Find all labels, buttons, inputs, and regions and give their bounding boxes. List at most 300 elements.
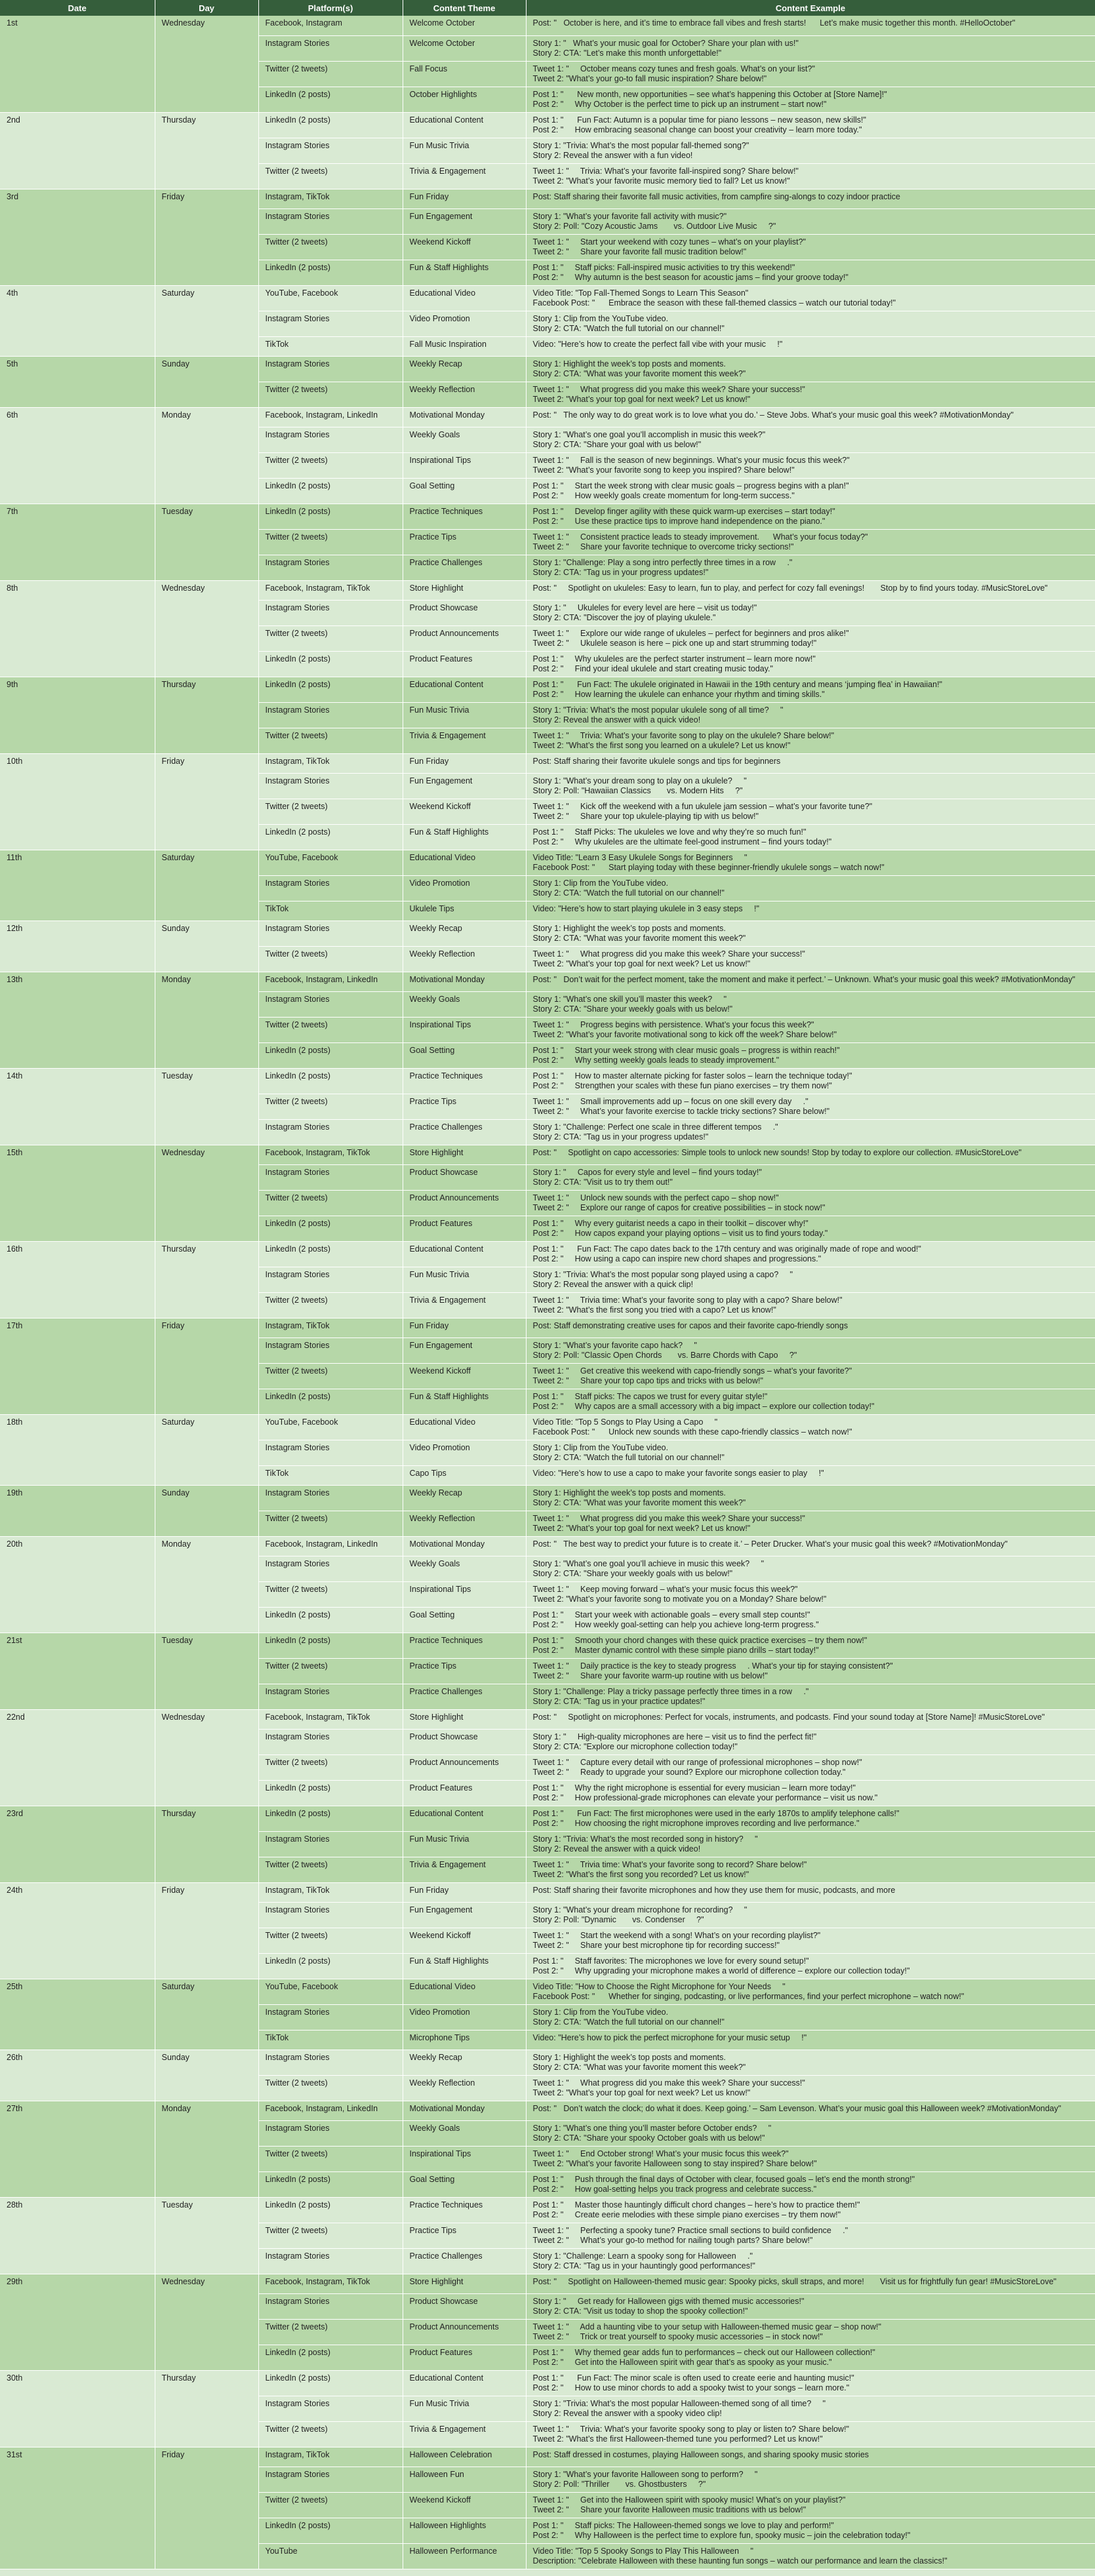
example-cell: Story 1: " Get ready for Halloween gigs with themed music accessories!" Story 2: CTA: "Visit us today to shop the spooky collection!" xyxy=(526,2293,1095,2319)
theme-cell: Trivia & Engagement xyxy=(403,728,526,753)
theme-cell: Product Showcase xyxy=(403,1164,526,1190)
date-cell: 17th xyxy=(0,1318,155,1414)
header-day: Day xyxy=(155,0,258,16)
platform-cell: Twitter (2 tweets) xyxy=(258,2319,403,2345)
example-cell: Post 1: " Why ukuleles are the perfect starter instrument – learn more now!" Post 2: " Find your ideal ukulele and start creating music today." xyxy=(526,651,1095,677)
day-cell: Wednesday xyxy=(155,16,258,112)
example-cell: Story 1: "What’s your favorite capo hack? " Story 2: Poll: "Classic Open Chords vs. Barre Chords with Capo ?" xyxy=(526,1338,1095,1363)
table-row xyxy=(0,2370,1095,2396)
platform-cell: Instagram, TikTok xyxy=(258,2447,403,2467)
platform-cell: Instagram, TikTok xyxy=(258,189,403,208)
theme-cell: Practice Techniques xyxy=(403,504,526,529)
platform-cell: Instagram, TikTok xyxy=(258,753,403,773)
theme-cell: Educational Video xyxy=(403,1979,526,2004)
theme-cell: Product Announcements xyxy=(403,2319,526,2345)
platform-cell: LinkedIn (2 posts) xyxy=(258,1216,403,1241)
theme-cell: Goal Setting xyxy=(403,1042,526,1068)
theme-cell: Halloween Fun xyxy=(403,2467,526,2492)
platform-cell: LinkedIn (2 posts) xyxy=(258,87,403,112)
theme-cell: Store Highlight xyxy=(403,1145,526,1164)
platform-cell: Instagram Stories xyxy=(258,356,403,382)
platform-cell: Instagram Stories xyxy=(258,2467,403,2492)
theme-cell: Practice Challenges xyxy=(403,1684,526,1709)
example-cell: Tweet 1: " Unlock new sounds with the perfect capo – shop now!" Tweet 2: " Explore our range of capos for creative possibilities – in stock now!" xyxy=(526,1190,1095,1216)
example-cell: Post: Staff dressed in costumes, playing Halloween songs, and sharing spooky music stories xyxy=(526,2447,1095,2467)
day-cell: Friday xyxy=(155,189,258,285)
theme-cell: Practice Challenges xyxy=(403,1119,526,1145)
example-cell: Tweet 1: " Keep moving forward – what’s your music focus this week?" Tweet 2: "What’s your favorite song to motivate you on a Monday? Share below!" xyxy=(526,1581,1095,1607)
example-cell: Story 1: Highlight the week’s top posts and moments. Story 2: CTA: "What was your favorite moment this week?" xyxy=(526,1485,1095,1511)
theme-cell: Fun Music Trivia xyxy=(403,2396,526,2421)
example-cell: Tweet 1: " Fall is the season of new beginnings. What’s your music focus this week?" Tweet 2: "What’s your favorite song to keep you inspired? Share below!" xyxy=(526,452,1095,478)
platform-cell: Instagram Stories xyxy=(258,138,403,163)
table-row xyxy=(0,1633,1095,1658)
date-cell: 20th xyxy=(0,1536,155,1633)
example-cell: Post: Staff demonstrating creative uses for capos and their favorite capo-friendly songs xyxy=(526,1318,1095,1338)
table-row xyxy=(0,2050,1095,2075)
theme-cell: Trivia & Engagement xyxy=(403,1292,526,1318)
example-cell: Story 1: "What’s one thing you’ll master before October ends? " Story 2: CTA: "Share your spooky October goals with us below!" xyxy=(526,2120,1095,2146)
example-cell: Tweet 1: " Capture every detail with our range of professional microphones – shop now!" Tweet 2: " Ready to upgrade your sound? Explore our microphone collection today." xyxy=(526,1754,1095,1780)
example-cell: Video Title: "Top 5 Songs to Play Using a Capo " Facebook Post: " Unlock new sounds with these capo-friendly classics – watch now!" xyxy=(526,1414,1095,1440)
day-cell: Friday xyxy=(155,1882,258,1979)
theme-cell: Video Promotion xyxy=(403,875,526,901)
example-cell: Tweet 1: " What progress did you make this week? Share your success!" Tweet 2: "What’s your top goal for next week? Let us know!" xyxy=(526,1511,1095,1536)
table-row xyxy=(0,16,1095,35)
platform-cell: Instagram Stories xyxy=(258,2248,403,2274)
theme-cell: Weekly Goals xyxy=(403,1556,526,1581)
platform-cell: Instagram Stories xyxy=(258,311,403,336)
theme-cell: Practice Techniques xyxy=(403,1068,526,1094)
platform-cell: Instagram Stories xyxy=(258,2120,403,2146)
example-cell: Post: " Spotlight on capo accessories: Simple tools to unlock new sounds! Stop by today to explore our collection. #MusicStoreLove" xyxy=(526,1145,1095,1164)
example-cell: Video: "Here’s how to create the perfect fall vibe with your music !" xyxy=(526,336,1095,356)
theme-cell: Weekly Recap xyxy=(403,921,526,946)
platform-cell: LinkedIn (2 posts) xyxy=(258,1806,403,1831)
day-cell: Monday xyxy=(155,407,258,504)
example-cell: Story 1: "Trivia: What’s the most popular song played using a capo? " Story 2: Reveal the answer with a quick clip! xyxy=(526,1267,1095,1292)
theme-cell: Weekly Goals xyxy=(403,991,526,1017)
date-cell: 24th xyxy=(0,1882,155,1979)
theme-cell: Educational Content xyxy=(403,677,526,702)
example-cell: Tweet 1: " Trivia time: What’s your favorite song to play with a capo? Share below!" Tweet 2: "What’s the first song you tried with a capo? Let us know!" xyxy=(526,1292,1095,1318)
platform-cell: Instagram Stories xyxy=(258,2293,403,2319)
date-cell: 4th xyxy=(0,285,155,356)
theme-cell: Inspirational Tips xyxy=(403,2146,526,2171)
platform-cell: TikTok xyxy=(258,336,403,356)
example-cell: Tweet 1: " Consistent practice leads to steady improvement. What’s your focus today?" Tweet 2: " Share your favorite technique to overcome tricky sections!" xyxy=(526,529,1095,555)
example-cell: Tweet 1: " Trivia: What’s your favorite spooky song to play or listen to? Share below!" Tweet 2: "What’s the first Halloween-themed tune you performed? Let us know!" xyxy=(526,2421,1095,2447)
theme-cell: Ukulele Tips xyxy=(403,901,526,921)
date-cell: 5th xyxy=(0,356,155,407)
example-cell: Post: Staff sharing their favorite ukulele songs and tips for beginners xyxy=(526,753,1095,773)
date-cell: 31st xyxy=(0,2447,155,2569)
platform-cell: Instagram Stories xyxy=(258,1485,403,1511)
date-cell: 14th xyxy=(0,1068,155,1145)
day-cell: Saturday xyxy=(155,1414,258,1485)
theme-cell: Practice Tips xyxy=(403,529,526,555)
platform-cell: Instagram Stories xyxy=(258,1831,403,1857)
theme-cell: Educational Video xyxy=(403,285,526,311)
theme-cell: Fun Friday xyxy=(403,189,526,208)
theme-cell: Trivia & Engagement xyxy=(403,1857,526,1882)
theme-cell: Welcome October xyxy=(403,16,526,35)
day-cell: Tuesday xyxy=(155,2197,258,2274)
example-cell: Story 1: "Challenge: Play a tricky passage perfectly three times in a row ." Story 2: CTA: "Tag us in your practice updates!" xyxy=(526,1684,1095,1709)
platform-cell: Instagram Stories xyxy=(258,1440,403,1465)
example-cell: Post: " Don’t watch the clock; do what it does. Keep going.’ – Sam Levenson. What’s your music goal this Halloween week? #MotivationMonday" xyxy=(526,2101,1095,2120)
example-cell: Post 1: " Start the week strong with clear music goals – progress begins with a plan!" Post 2: " How weekly goals create momentum for long-term success." xyxy=(526,478,1095,504)
platform-cell: Twitter (2 tweets) xyxy=(258,1857,403,1882)
table-row xyxy=(0,2274,1095,2293)
platform-cell: YouTube, Facebook xyxy=(258,285,403,311)
example-cell: Post 1: " Develop finger agility with these quick warm-up exercises – start today!" Post 2: " Use these practice tips to improve hand independence on the piano." xyxy=(526,504,1095,529)
theme-cell: Motivational Monday xyxy=(403,1536,526,1556)
table-row xyxy=(0,112,1095,138)
example-cell: Story 1: Clip from the YouTube video. Story 2: CTA: "Watch the full tutorial on our channel!" xyxy=(526,2004,1095,2030)
example-cell: Story 1: " What’s your music goal for October? Share your plan with us!" Story 2: CTA: "Let’s make this month unforgettable!" xyxy=(526,35,1095,61)
platform-cell: Facebook, Instagram, LinkedIn xyxy=(258,972,403,991)
example-cell: Post 1: " Staff favorites: The microphones we love for every sound setup!" Post 2: " Why upgrading your microphone makes a world of difference – explore our collection today!" xyxy=(526,1953,1095,1979)
theme-cell: Fun & Staff Highlights xyxy=(403,824,526,850)
theme-cell: Weekend Kickoff xyxy=(403,234,526,260)
theme-cell: Product Features xyxy=(403,2345,526,2370)
date-cell: 8th xyxy=(0,580,155,677)
day-cell: Wednesday xyxy=(155,580,258,677)
platform-cell: YouTube, Facebook xyxy=(258,1414,403,1440)
platform-cell: Facebook, Instagram, TikTok xyxy=(258,1145,403,1164)
example-cell: Post: Staff sharing their favorite fall music activities, from campfire sing-alongs to cozy indoor practice xyxy=(526,189,1095,208)
platform-cell: Instagram Stories xyxy=(258,1267,403,1292)
table-row xyxy=(0,2197,1095,2223)
day-cell: Saturday xyxy=(155,850,258,921)
example-cell: Post 1: " Fun Fact: The capo dates back to the 17th century and was originally made of rope and wood!" Post 2: " How using a capo can inspire new chord shapes and progressions." xyxy=(526,1241,1095,1267)
day-cell: Wednesday xyxy=(155,1709,258,1806)
platform-cell: YouTube, Facebook xyxy=(258,1979,403,2004)
example-cell: Tweet 1: " Explore our wide range of ukuleles – perfect for beginners and pros alike!" Tweet 2: " Ukulele season is here – pick one up and start strumming today!" xyxy=(526,625,1095,651)
example-cell: Story 1: "What’s your favorite Halloween song to perform? " Story 2: Poll: "Thriller vs. Ghostbusters ?" xyxy=(526,2467,1095,2492)
example-cell: Video: "Here’s how to pick the perfect microphone for your music setup !" xyxy=(526,2030,1095,2050)
theme-cell: Video Promotion xyxy=(403,1440,526,1465)
example-cell: Story 1: "What’s your favorite fall activity with music?" Story 2: Poll: "Cozy Acoustic Jams vs. Outdoor Live Music ?" xyxy=(526,208,1095,234)
platform-cell: LinkedIn (2 posts) xyxy=(258,1607,403,1633)
platform-cell: Instagram Stories xyxy=(258,1684,403,1709)
platform-cell: Instagram Stories xyxy=(258,1556,403,1581)
table-row xyxy=(0,504,1095,529)
platform-cell: LinkedIn (2 posts) xyxy=(258,1633,403,1658)
day-cell: Thursday xyxy=(155,1241,258,1318)
example-cell: Tweet 1: " Trivia: What’s your favorite song to play on the ukulele? Share below!" Tweet 2: "What’s the first song you learned on a ukulele? Let us know!" xyxy=(526,728,1095,753)
day-cell: Friday xyxy=(155,753,258,850)
table-row xyxy=(0,1318,1095,1338)
theme-cell: Weekend Kickoff xyxy=(403,799,526,824)
theme-cell: Fall Music Inspiration xyxy=(403,336,526,356)
header-content-example: Content Example xyxy=(526,0,1095,16)
example-cell: Post 1: " Staff picks: The Halloween-themed songs we love to play and perform!" Post 2: " Why Halloween is the perfect time to explore fun, spooky music – join the celebration today!" xyxy=(526,2518,1095,2543)
platform-cell: LinkedIn (2 posts) xyxy=(258,677,403,702)
example-cell: Story 1: "Challenge: Perfect one scale in three different tempos ." Story 2: CTA: "Tag us in your progress updates!" xyxy=(526,1119,1095,1145)
theme-cell: Weekly Recap xyxy=(403,2050,526,2075)
platform-cell: Instagram Stories xyxy=(258,1729,403,1754)
table-row xyxy=(0,580,1095,600)
platform-cell: Facebook, Instagram, TikTok xyxy=(258,580,403,600)
example-cell: Story 1: "What’s your dream song to play on a ukulele? " Story 2: Poll: "Hawaiian Classics vs. Modern Hits ?" xyxy=(526,773,1095,799)
example-cell: Video: "Here’s how to start playing ukulele in 3 easy steps !" xyxy=(526,901,1095,921)
day-cell: Thursday xyxy=(155,1806,258,1882)
theme-cell: October Highlights xyxy=(403,87,526,112)
theme-cell: Practice Challenges xyxy=(403,2248,526,2274)
example-cell: Post: " Spotlight on Halloween-themed music gear: Spooky picks, skull straps, and more! Visit us for frightfully fun gear! #MusicStoreLove" xyxy=(526,2274,1095,2293)
theme-cell: Fun Engagement xyxy=(403,1338,526,1363)
theme-cell: Educational Content xyxy=(403,2370,526,2396)
day-cell: Sunday xyxy=(155,2050,258,2101)
day-cell: Saturday xyxy=(155,1979,258,2050)
date-cell: 21st xyxy=(0,1633,155,1709)
platform-cell: Twitter (2 tweets) xyxy=(258,799,403,824)
example-cell: Story 1: Clip from the YouTube video. Story 2: CTA: "Watch the full tutorial on our channel!" xyxy=(526,311,1095,336)
day-cell: Tuesday xyxy=(155,1068,258,1145)
example-cell: Story 1: " High-quality microphones are here – visit us to find the perfect fit!" Story 2: CTA: "Explore our microphone collection today!" xyxy=(526,1729,1095,1754)
date-cell: 15th xyxy=(0,1145,155,1241)
example-cell: Post 1: " Fun Fact: The ukulele originated in Hawaii in the 19th century and means ‘jumping flea’ in Hawaiian!" Post 2: " How learning the ukulele can enhance your rhythm and timing skills." xyxy=(526,677,1095,702)
platform-cell: LinkedIn (2 posts) xyxy=(258,260,403,285)
theme-cell: Store Highlight xyxy=(403,2274,526,2293)
theme-cell: Practice Tips xyxy=(403,1094,526,1119)
day-cell: Monday xyxy=(155,1536,258,1633)
platform-cell: Twitter (2 tweets) xyxy=(258,1292,403,1318)
theme-cell: Weekend Kickoff xyxy=(403,2492,526,2518)
theme-cell: Goal Setting xyxy=(403,1607,526,1633)
example-cell: Post 1: " Staff picks: Fall-inspired music activities to try this weekend!" Post 2: " Why autumn is the best season for acoustic jams – find your groove today!" xyxy=(526,260,1095,285)
day-cell: Friday xyxy=(155,2447,258,2569)
theme-cell: Product Announcements xyxy=(403,1190,526,1216)
platform-cell: Facebook, Instagram, LinkedIn xyxy=(258,2101,403,2120)
example-cell: Tweet 1: " Daily practice is the key to steady progress . What’s your tip for staying consistent?" Tweet 2: " Share your favorite warm-up routine with us below!" xyxy=(526,1658,1095,1684)
theme-cell: Weekend Kickoff xyxy=(403,1363,526,1389)
platform-cell: Instagram Stories xyxy=(258,875,403,901)
theme-cell: Video Promotion xyxy=(403,311,526,336)
platform-cell: TikTok xyxy=(258,2030,403,2050)
example-cell: Video: "Here’s how to use a capo to make your favorite songs easier to play !" xyxy=(526,1465,1095,1485)
table-row xyxy=(0,1806,1095,1831)
theme-cell: Fun Music Trivia xyxy=(403,1267,526,1292)
theme-cell: Microphone Tips xyxy=(403,2030,526,2050)
platform-cell: Instagram Stories xyxy=(258,555,403,580)
day-cell: Monday xyxy=(155,972,258,1068)
platform-cell: Twitter (2 tweets) xyxy=(258,61,403,87)
example-cell: Post 1: " Start your week with actionable goals – every small step counts!" Post 2: " How weekly goal-setting can help you achieve long-term progress." xyxy=(526,1607,1095,1633)
example-cell: Story 1: Clip from the YouTube video. Story 2: CTA: "Watch the full tutorial on our channel!" xyxy=(526,1440,1095,1465)
theme-cell: Trivia & Engagement xyxy=(403,2421,526,2447)
platform-cell: Twitter (2 tweets) xyxy=(258,946,403,972)
theme-cell: Motivational Monday xyxy=(403,972,526,991)
date-cell: 29th xyxy=(0,2274,155,2370)
example-cell: Tweet 1: " Trivia time: What’s your favorite song to record? Share below!" Tweet 2: "What’s the first song you recorded? Let us know!" xyxy=(526,1857,1095,1882)
example-cell: Tweet 1: " Start your weekend with cozy tunes – what’s on your playlist?" Tweet 2: " Share your favorite fall music tradition below!" xyxy=(526,234,1095,260)
table-row xyxy=(0,677,1095,702)
theme-cell: Fun & Staff Highlights xyxy=(403,260,526,285)
platform-cell: Instagram Stories xyxy=(258,427,403,452)
platform-cell: LinkedIn (2 posts) xyxy=(258,2518,403,2543)
theme-cell: Capo Tips xyxy=(403,1465,526,1485)
theme-cell: Educational Content xyxy=(403,1806,526,1831)
theme-cell: Halloween Highlights xyxy=(403,2518,526,2543)
theme-cell: Educational Video xyxy=(403,1414,526,1440)
theme-cell: Weekly Recap xyxy=(403,356,526,382)
example-cell: Story 1: Highlight the week’s top posts and moments. Story 2: CTA: "What was your favorite moment this week?" xyxy=(526,921,1095,946)
theme-cell: Educational Content xyxy=(403,1241,526,1267)
table-row xyxy=(0,1979,1095,2004)
example-cell: Story 1: "Challenge: Play a song intro perfectly three times in a row ." Story 2: CTA: "Tag us in your progress updates!" xyxy=(526,555,1095,580)
table-row xyxy=(0,1241,1095,1267)
platform-cell: Instagram Stories xyxy=(258,1164,403,1190)
theme-cell: Goal Setting xyxy=(403,2171,526,2197)
day-cell: Tuesday xyxy=(155,1633,258,1709)
theme-cell: Inspirational Tips xyxy=(403,452,526,478)
platform-cell: Instagram Stories xyxy=(258,1902,403,1928)
example-cell: Story 1: "What’s one goal you’ll accomplish in music this week?" Story 2: CTA: "Share your goal with us below!" xyxy=(526,427,1095,452)
example-cell: Post 1: " Fun Fact: The first microphones were used in the early 1870s to amplify telephone calls!" Post 2: " How choosing the right microphone improves recording and live performance." xyxy=(526,1806,1095,1831)
platform-cell: LinkedIn (2 posts) xyxy=(258,651,403,677)
theme-cell: Motivational Monday xyxy=(403,2101,526,2120)
theme-cell: Product Features xyxy=(403,1216,526,1241)
date-cell: 10th xyxy=(0,753,155,850)
platform-cell: Instagram Stories xyxy=(258,1119,403,1145)
example-cell: Post: " The only way to do great work is to love what you do.’ – Steve Jobs. What’s your music goal this week? #MotivationMonday" xyxy=(526,407,1095,427)
theme-cell: Educational Video xyxy=(403,850,526,875)
theme-cell: Weekly Recap xyxy=(403,1485,526,1511)
theme-cell: Fun & Staff Highlights xyxy=(403,1389,526,1414)
theme-cell: Store Highlight xyxy=(403,580,526,600)
theme-cell: Weekly Reflection xyxy=(403,2075,526,2101)
theme-cell: Fall Focus xyxy=(403,61,526,87)
theme-cell: Inspirational Tips xyxy=(403,1581,526,1607)
day-cell: Sunday xyxy=(155,1485,258,1536)
theme-cell: Practice Tips xyxy=(403,2223,526,2248)
date-cell: 7th xyxy=(0,504,155,580)
example-cell: Story 1: "Trivia: What’s the most popular ukulele song of all time? " Story 2: Reveal the answer with a quick video! xyxy=(526,702,1095,728)
theme-cell: Product Features xyxy=(403,1780,526,1806)
platform-cell: Facebook, Instagram, TikTok xyxy=(258,1709,403,1729)
example-cell: Tweet 1: " Get into the Halloween spirit with spooky music! What’s on your playlist?" Tweet 2: " Share your favorite Halloween music traditions with us below!" xyxy=(526,2492,1095,2518)
platform-cell: LinkedIn (2 posts) xyxy=(258,2370,403,2396)
example-cell: Story 1: "What’s one skill you’ll master this week? " Story 2: CTA: "Share your weekly goals with us below!" xyxy=(526,991,1095,1017)
example-cell: Story 1: "Trivia: What’s the most popular Halloween-themed song of all time? " Story 2: Reveal the answer with a spooky video clip! xyxy=(526,2396,1095,2421)
day-cell: Thursday xyxy=(155,2370,258,2447)
platform-cell: Twitter (2 tweets) xyxy=(258,2492,403,2518)
example-cell: Tweet 1: " End October strong! What’s your music focus this week?" Tweet 2: "What’s your favorite Halloween song to stay inspired? Share below!" xyxy=(526,2146,1095,2171)
platform-cell: LinkedIn (2 posts) xyxy=(258,1780,403,1806)
theme-cell: Trivia & Engagement xyxy=(403,163,526,189)
platform-cell: Twitter (2 tweets) xyxy=(258,1581,403,1607)
example-cell: Story 1: Clip from the YouTube video. Story 2: CTA: "Watch the full tutorial on our channel!" xyxy=(526,875,1095,901)
theme-cell: Product Announcements xyxy=(403,625,526,651)
example-cell: Video Title: "Top Fall-Themed Songs to Learn This Season" Facebook Post: " Embrace the season with these fall-themed classics – watch our tutorial today!" xyxy=(526,285,1095,311)
table-row xyxy=(0,1882,1095,1902)
example-cell: Post 1: " Fun Fact: Autumn is a popular time for piano lessons – new season, new skills!" Post 2: " How embracing seasonal change can boost your creativity – learn more today." xyxy=(526,112,1095,138)
example-cell: Story 1: "What’s one goal you’ll achieve in music this week? " Story 2: CTA: "Share your weekly goals with us below!" xyxy=(526,1556,1095,1581)
platform-cell: YouTube xyxy=(258,2543,403,2569)
day-cell: Saturday xyxy=(155,285,258,356)
theme-cell: Video Promotion xyxy=(403,2004,526,2030)
table-row xyxy=(0,972,1095,991)
example-cell: Tweet 1: " October means cozy tunes and fresh goals. What’s on your list?" Tweet 2: "What’s your go-to fall music inspiration? Share below!" xyxy=(526,61,1095,87)
day-cell: Thursday xyxy=(155,677,258,753)
example-cell: Post: " Don’t wait for the perfect moment, take the moment and make it perfect.’ – Unknown. What’s your music goal this week? #MotivationMonday" xyxy=(526,972,1095,991)
theme-cell: Weekly Goals xyxy=(403,2120,526,2146)
date-cell: 13th xyxy=(0,972,155,1068)
example-cell: Post: " Spotlight on microphones: Perfect for vocals, instruments, and podcasts. Find your sound today at [Store Name]! #MusicStoreLove" xyxy=(526,1709,1095,1729)
theme-cell: Product Features xyxy=(403,651,526,677)
example-cell: Post: " October is here, and it’s time to embrace fall vibes and fresh starts! Let’s make music together this month. #HelloOctober" xyxy=(526,16,1095,35)
platform-cell: LinkedIn (2 posts) xyxy=(258,1241,403,1267)
example-cell: Tweet 1: " What progress did you make this week? Share your success!" Tweet 2: "What’s your top goal for next week? Let us know!" xyxy=(526,382,1095,407)
day-cell: Sunday xyxy=(155,356,258,407)
day-cell: Wednesday xyxy=(155,1145,258,1241)
platform-cell: Instagram Stories xyxy=(258,35,403,61)
platform-cell: Instagram Stories xyxy=(258,921,403,946)
example-cell: Post 1: " Staff picks: The capos we trust for every guitar style!" Post 2: " Why capos are a small accessory with a big impact – explore our collection today!" xyxy=(526,1389,1095,1414)
platform-cell: Twitter (2 tweets) xyxy=(258,1928,403,1953)
example-cell: Story 1: "Trivia: What’s the most popular fall-themed song?" Story 2: Reveal the answer with a fun video! xyxy=(526,138,1095,163)
platform-cell: Facebook, Instagram, LinkedIn xyxy=(258,407,403,427)
theme-cell: Product Announcements xyxy=(403,1754,526,1780)
example-cell: Post 1: " How to master alternate picking for faster solos – learn the technique today!" Post 2: " Strengthen your scales with these fun piano exercises – try them now!" xyxy=(526,1068,1095,1094)
example-cell: Video Title: "Learn 3 Easy Ukulele Songs for Beginners " Facebook Post: " Start playing today with these beginner-friendly ukulele songs – watch now!" xyxy=(526,850,1095,875)
date-cell: 11th xyxy=(0,850,155,921)
day-cell: Tuesday xyxy=(155,504,258,580)
date-cell: 28th xyxy=(0,2197,155,2274)
platform-cell: LinkedIn (2 posts) xyxy=(258,1953,403,1979)
example-cell: Tweet 1: " What progress did you make this week? Share your success!" Tweet 2: "What’s your top goal for next week? Let us know!" xyxy=(526,946,1095,972)
date-cell: 18th xyxy=(0,1414,155,1485)
date-cell: 19th xyxy=(0,1485,155,1536)
date-cell: 30th xyxy=(0,2370,155,2447)
theme-cell: Welcome October xyxy=(403,35,526,61)
platform-cell: Twitter (2 tweets) xyxy=(258,2146,403,2171)
platform-cell: Instagram Stories xyxy=(258,2004,403,2030)
date-cell: 16th xyxy=(0,1241,155,1318)
day-cell: Thursday xyxy=(155,112,258,189)
date-cell: 9th xyxy=(0,677,155,753)
theme-cell: Fun Engagement xyxy=(403,208,526,234)
example-cell: Story 1: Highlight the week’s top posts and moments. Story 2: CTA: "What was your favorite moment this week?" xyxy=(526,2050,1095,2075)
theme-cell: Practice Techniques xyxy=(403,2197,526,2223)
date-cell: 6th xyxy=(0,407,155,504)
example-cell: Post 1: " Master those hauntingly difficult chord changes – here’s how to practice them!" Post 2: " Create eerie melodies with these simple piano exercises – try them now!" xyxy=(526,2197,1095,2223)
theme-cell: Practice Techniques xyxy=(403,1633,526,1658)
example-cell: Tweet 1: " Perfecting a spooky tune? Practice small sections to build confidence ." Tweet 2: " What’s your go-to method for nailing tough parts? Share below!" xyxy=(526,2223,1095,2248)
date-cell: 23rd xyxy=(0,1806,155,1882)
theme-cell: Fun Music Trivia xyxy=(403,1831,526,1857)
example-cell: Tweet 1: " What progress did you make this week? Share your success!" Tweet 2: "What’s your top goal for next week? Let us know!" xyxy=(526,2075,1095,2101)
platform-cell: Instagram Stories xyxy=(258,991,403,1017)
theme-cell: Practice Challenges xyxy=(403,555,526,580)
table-row xyxy=(0,285,1095,311)
platform-cell: Twitter (2 tweets) xyxy=(258,1754,403,1780)
example-cell: Video Title: "Top 5 Spooky Songs to Play This Halloween " Description: "Celebrate Halloween with these haunting fun songs – watch our performance and learn the classics!" xyxy=(526,2543,1095,2569)
theme-cell: Motivational Monday xyxy=(403,407,526,427)
theme-cell: Educational Content xyxy=(403,112,526,138)
example-cell: Post 1: " Start your week strong with clear music goals – progress is within reach!" Post 2: " Why setting weekly goals leads to steady improvement." xyxy=(526,1042,1095,1068)
platform-cell: Twitter (2 tweets) xyxy=(258,625,403,651)
example-cell: Video Title: "How to Choose the Right Microphone for Your Needs " Facebook Post: " Whether for singing, podcasting, or live performances, find your perfect microphone – watch now!" xyxy=(526,1979,1095,2004)
platform-cell: LinkedIn (2 posts) xyxy=(258,824,403,850)
example-cell: Post 1: " Smooth your chord changes with these quick practice exercises – try them now!" Post 2: " Master dynamic control with these simple piano drills – start today!" xyxy=(526,1633,1095,1658)
header-platforms: Platform(s) xyxy=(258,0,403,16)
date-cell: 27th xyxy=(0,2101,155,2197)
example-cell: Tweet 1: " Get creative this weekend with capo-friendly songs – what’s your favorite?" Tweet 2: " Share your top capo tips and tricks with us below!" xyxy=(526,1363,1095,1389)
